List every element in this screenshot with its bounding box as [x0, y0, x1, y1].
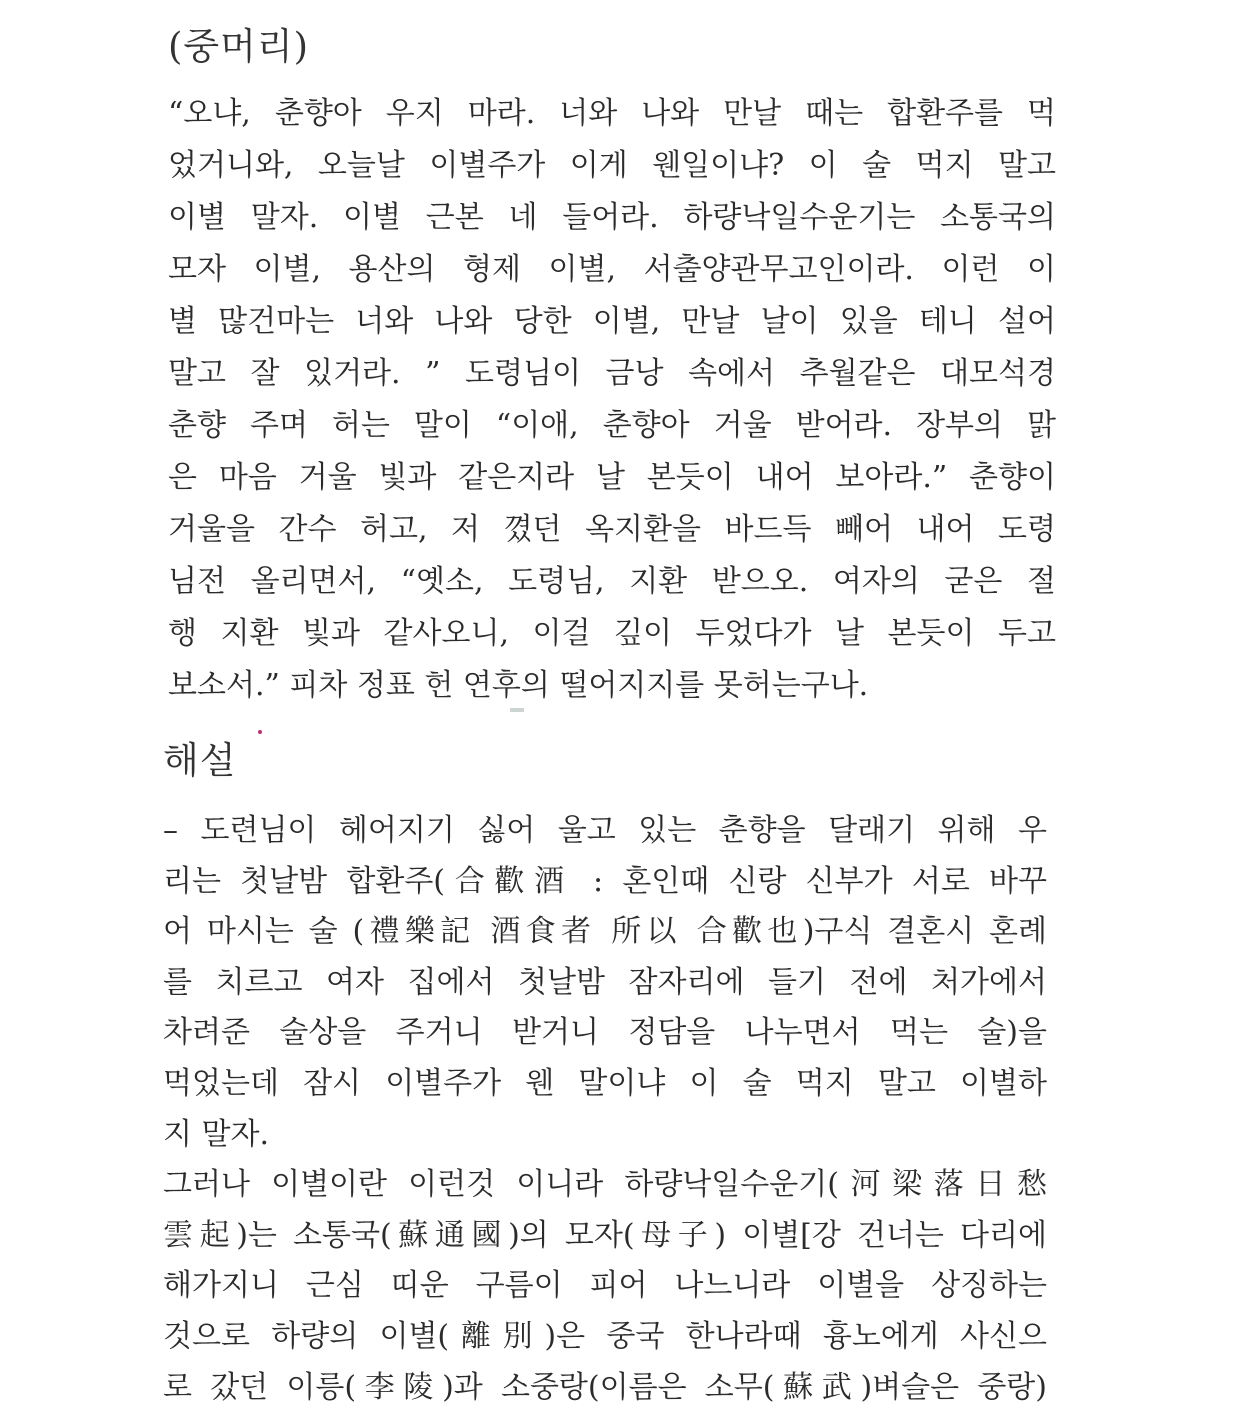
text-line: 먹었는데 잠시 이별주가 웬 말이냐 이 술 먹지 말고 이별하 — [163, 1065, 1047, 1101]
text-line: 이별 말자. 이별 근본 네 들어라. 하량낙일수운기는 소통국의 — [168, 200, 1056, 235]
text-line: 그러나 이별이란 이런것 이니라 하량낙일수운기(河梁落日愁 — [163, 1167, 1047, 1203]
text-line: 님전 올리면서, “옛소, 도령님, 지환 받으오. 여자의 굳은 절 — [168, 564, 1056, 599]
text-line: 로 갔던 이릉(李陵)과 소중랑(이름은 소무(蘇武)벼슬은 중랑) — [163, 1369, 1047, 1405]
section-heading-jungmori: (중머리) — [168, 25, 310, 68]
text-line: “오냐, 춘향아 우지 마라. 너와 나와 만날 때는 합환주를 먹 — [168, 96, 1056, 131]
text-line: 리는 첫날밤 합환주(合歡酒 : 혼인때 신랑 신부가 서로 바꾸 — [163, 863, 1047, 899]
text-line: 보소서.” 피차 정표 헌 연후의 떨어지지를 못허는구나. — [168, 668, 869, 703]
section-heading-commentary: 해설 — [163, 739, 237, 782]
text-line: 었거니와, 오늘날 이별주가 이게 웬일이냐? 이 술 먹지 말고 — [168, 148, 1056, 183]
text-line: 雲起)는 소통국(蘇通國)의 모자(母子) 이별[강 건너는 다리에 — [163, 1217, 1047, 1253]
text-line: 별 많건마는 너와 나와 당한 이별, 만날 날이 있을 테니 설어 — [168, 304, 1056, 339]
scan-speck — [258, 730, 262, 734]
scan-speck — [510, 708, 524, 712]
lyrics-text-block — [168, 88, 1056, 712]
text-line: 해가지니 근심 띠운 구름이 피어 나느니라 이별을 상징하는 — [163, 1268, 1047, 1304]
text-line: 춘향 주며 허는 말이 “이애, 춘향아 거울 받어라. 장부의 맑 — [168, 408, 1056, 443]
text-line: 말고 잘 있거라. ” 도령님이 금낭 속에서 추월같은 대모석경 — [168, 356, 1056, 391]
text-line: 은 마음 거울 빛과 같은지라 날 본듯이 내어 보아라.” 춘향이 — [168, 460, 1056, 495]
commentary-text-block — [163, 806, 1047, 1413]
text-line: 거울을 간수 허고, 저 꼈던 옥지환을 바드득 빼어 내어 도령 — [168, 512, 1056, 547]
text-line: 모자 이별, 용산의 형제 이별, 서출양관무고인이라. 이런 이 — [168, 252, 1056, 287]
text-line: 어 마시는 술 (禮樂記 酒食者 所以 合歡也)구식 결혼시 혼례 — [163, 914, 1047, 950]
text-line: 것으로 하량의 이별(離別)은 중국 한나라때 흉노에게 사신으 — [163, 1318, 1047, 1354]
text-line: 를 치르고 여자 집에서 첫날밤 잠자리에 들기 전에 처가에서 — [163, 964, 1047, 1000]
text-line: 지 말자. — [163, 1116, 270, 1152]
text-line: – 도련님이 헤어지기 싫어 울고 있는 춘향을 달래기 위해 우 — [163, 813, 1047, 848]
text-line: 차려준 술상을 주거니 받거니 정담을 나누면서 먹는 술)을 — [163, 1015, 1047, 1051]
text-line: 행 지환 빛과 같사오니, 이걸 깊이 두었다가 날 본듯이 두고 — [168, 616, 1056, 651]
